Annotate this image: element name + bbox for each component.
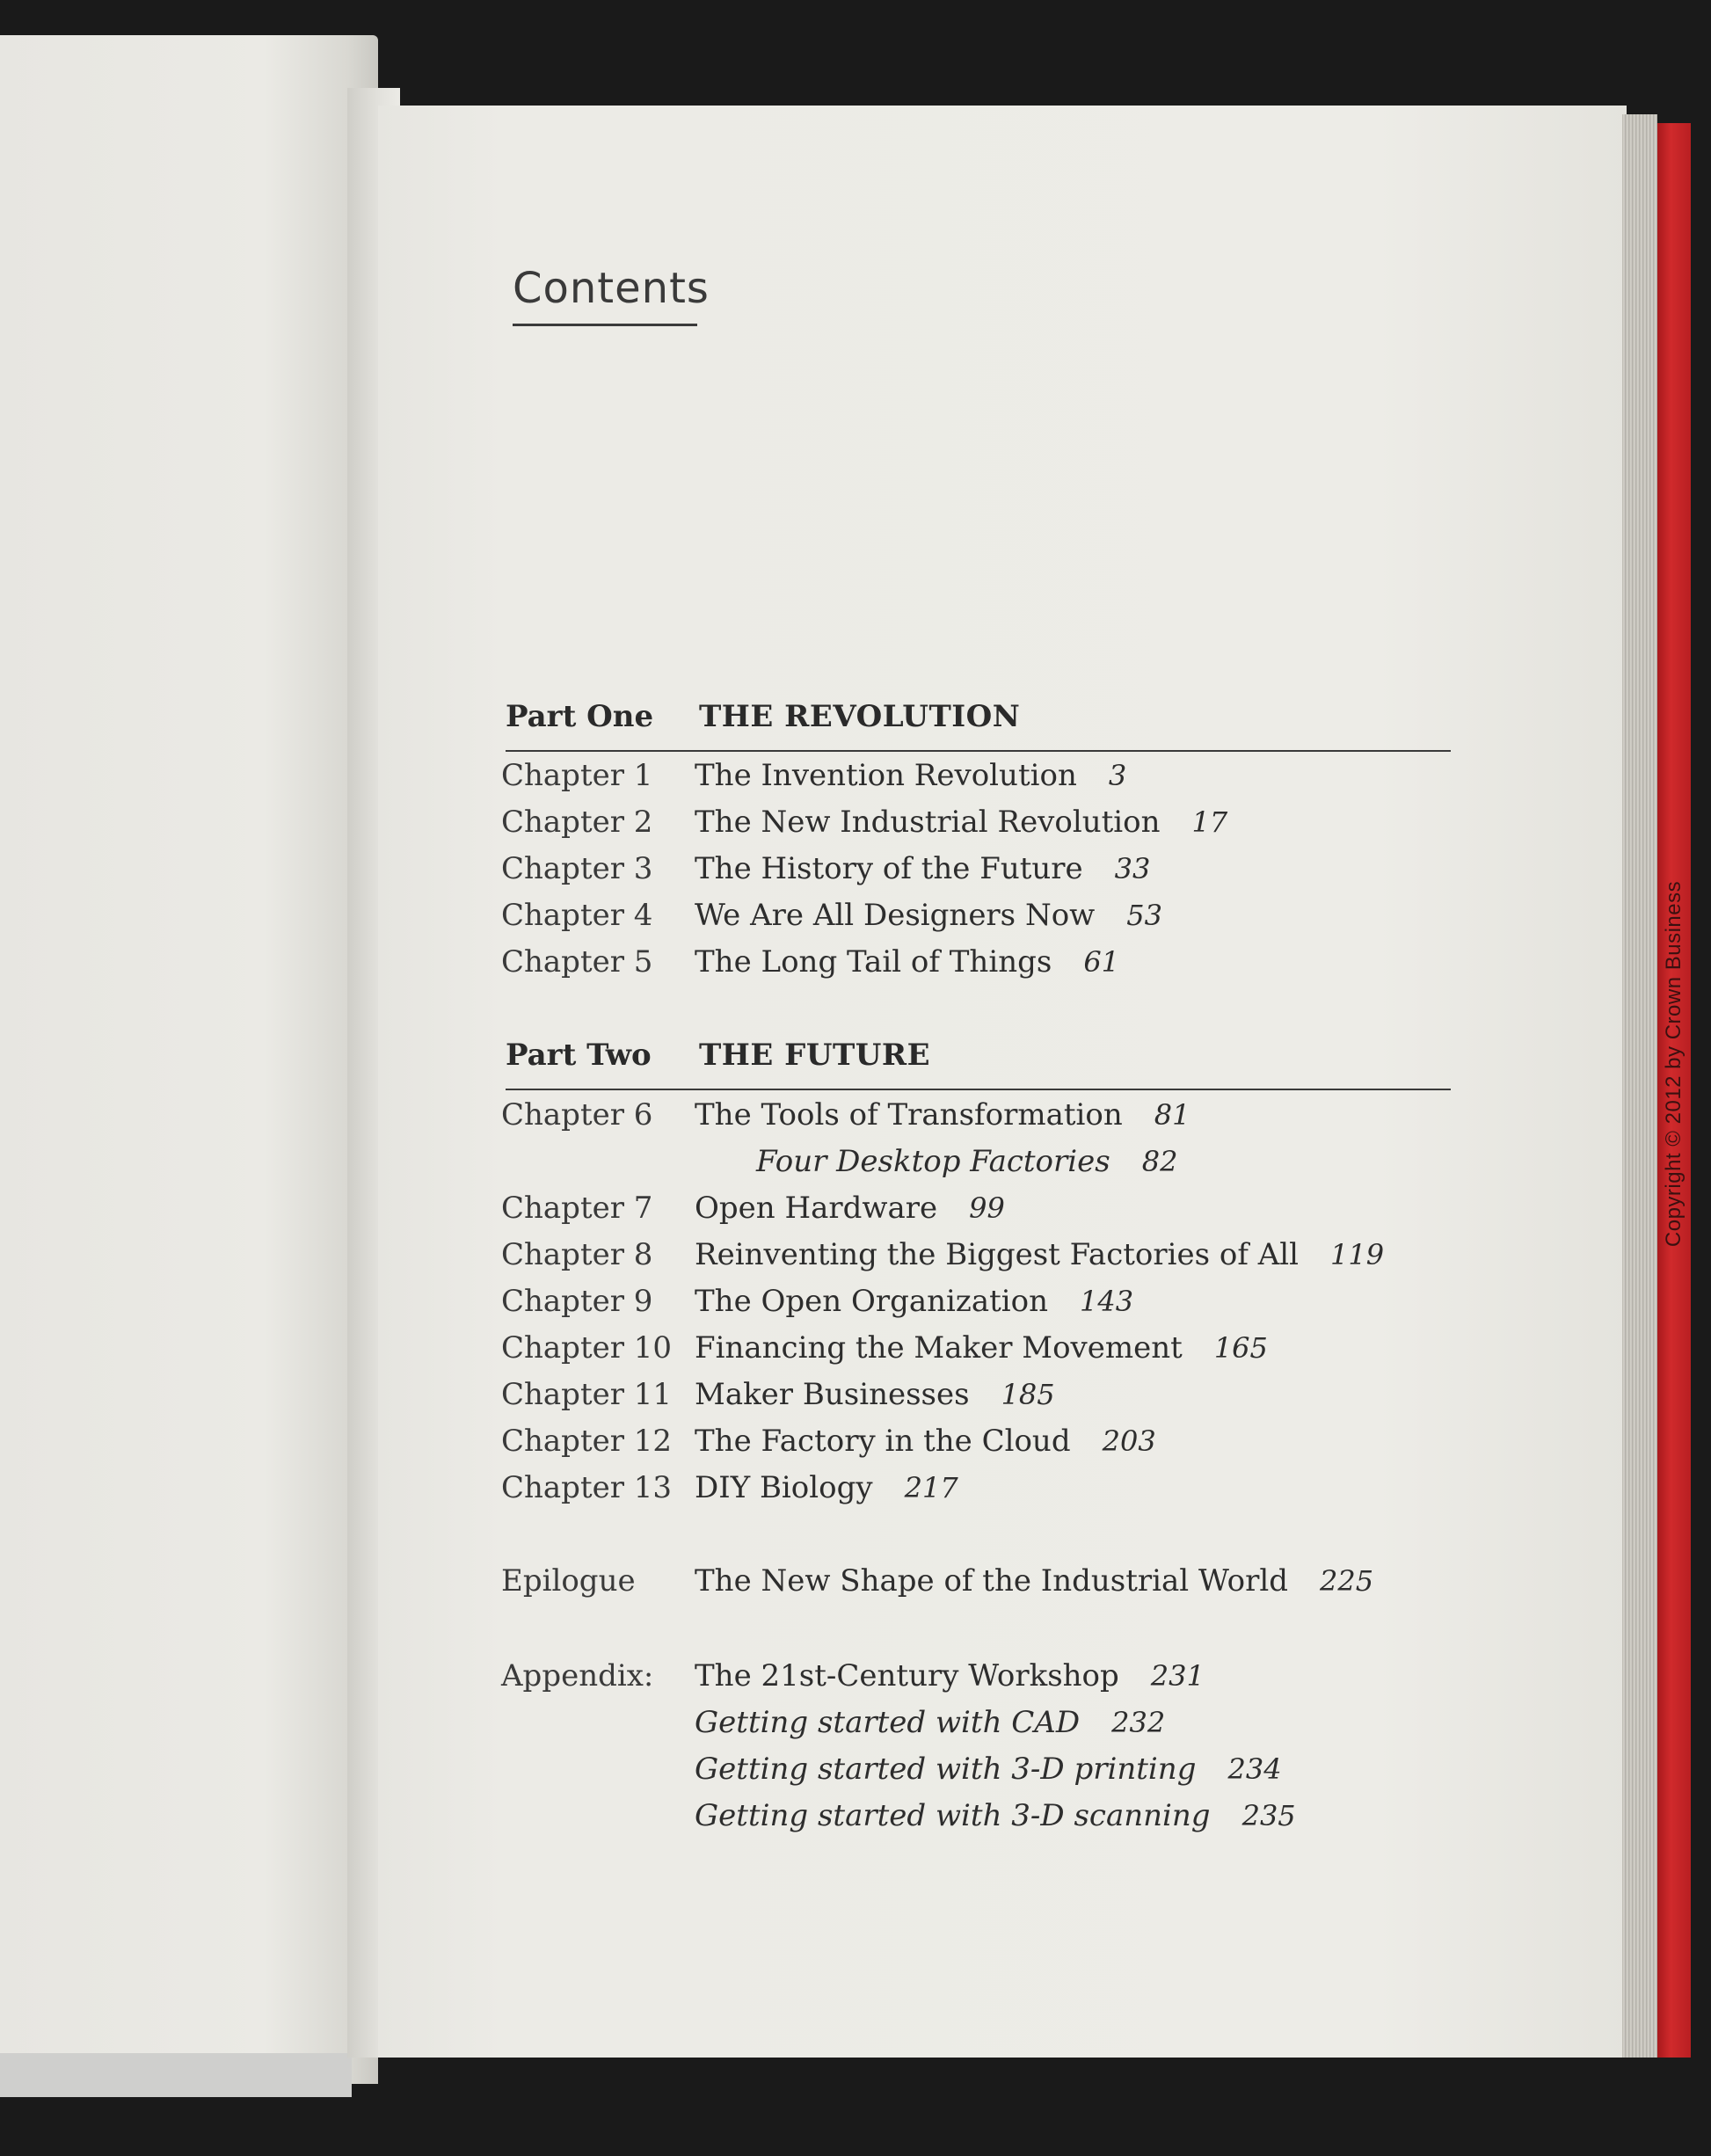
part-title: THE FUTURE xyxy=(699,1038,931,1073)
spine-copyright-text: Copyright © 2012 by Crown Business xyxy=(1662,880,1686,1248)
toc-subentry[interactable] xyxy=(501,1705,1468,1749)
part-divider xyxy=(506,1089,1451,1090)
epilogue-title xyxy=(695,1563,1373,1599)
page-number: 232 xyxy=(1111,1706,1166,1739)
appendix-section-text: Getting started with 3-D scanning xyxy=(695,1798,1211,1833)
page-number: 217 xyxy=(904,1471,958,1504)
chapter-title-text: Financing the Maker Movement xyxy=(695,1330,1183,1366)
toc-subentry[interactable] xyxy=(501,1144,1468,1188)
page-number: 3 xyxy=(1108,759,1127,792)
part-divider xyxy=(506,750,1451,752)
title-underline xyxy=(513,324,697,326)
section-title-text: Four Desktop Factories xyxy=(756,1144,1110,1179)
page-number: 82 xyxy=(1141,1145,1178,1178)
page-number: 99 xyxy=(969,1191,1005,1225)
page-number: 165 xyxy=(1213,1331,1268,1365)
page-number: 81 xyxy=(1154,1098,1190,1132)
chapter-title xyxy=(695,944,1119,980)
chapter-title xyxy=(695,1237,1384,1272)
page-number: 235 xyxy=(1241,1799,1296,1832)
appendix-section-title xyxy=(695,1798,1296,1833)
part-title: THE REVOLUTION xyxy=(699,699,1021,734)
part-two-heading xyxy=(506,1038,1455,1090)
appendix-section-text: Getting started with CAD xyxy=(695,1705,1081,1740)
section-title xyxy=(756,1144,1177,1179)
page-number: 225 xyxy=(1319,1564,1374,1598)
toc-entry-appendix[interactable] xyxy=(501,1658,1468,1702)
page-number: 33 xyxy=(1114,852,1151,885)
appendix-title xyxy=(695,1658,1205,1693)
toc-entry[interactable] xyxy=(501,758,1468,802)
toc-entry[interactable] xyxy=(501,1330,1468,1374)
toc-entry[interactable] xyxy=(501,944,1468,988)
chapter-title-text: We Are All Designers Now xyxy=(695,898,1096,933)
toc-entry[interactable] xyxy=(501,1097,1468,1141)
epilogue-title-text: The New Shape of the Industrial World xyxy=(695,1563,1288,1599)
chapter-label: Chapter 2 xyxy=(501,805,653,840)
chapter-title xyxy=(695,1330,1268,1366)
appendix-title-text: The 21st-Century Workshop xyxy=(695,1658,1119,1693)
part-label: Part Two xyxy=(506,1038,652,1073)
appendix-section-title xyxy=(695,1705,1165,1740)
toc-entry[interactable] xyxy=(501,1424,1468,1468)
chapter-title-text: Reinventing the Biggest Factories of All xyxy=(695,1237,1300,1272)
page-number: 231 xyxy=(1150,1659,1205,1693)
page-title: Contents xyxy=(513,264,710,313)
part-label: Part One xyxy=(506,699,654,734)
chapter-label: Chapter 7 xyxy=(501,1191,653,1226)
chapter-label: Chapter 9 xyxy=(501,1284,653,1319)
chapter-title xyxy=(695,898,1162,933)
page-number: 61 xyxy=(1083,945,1120,979)
page-number: 143 xyxy=(1080,1285,1134,1318)
chapter-title xyxy=(695,805,1227,840)
chapter-title xyxy=(695,851,1150,886)
toc-entry[interactable] xyxy=(501,898,1468,942)
page-number: 53 xyxy=(1126,899,1162,932)
toc-entry[interactable] xyxy=(501,1191,1468,1235)
chapter-title xyxy=(695,1424,1156,1459)
page-number: 234 xyxy=(1227,1752,1282,1786)
toc-subentry[interactable] xyxy=(501,1798,1468,1842)
part-one-heading xyxy=(506,699,1455,752)
chapter-title xyxy=(695,1377,1055,1412)
chapter-label: Chapter 4 xyxy=(501,898,653,933)
page-number: 119 xyxy=(1330,1238,1385,1271)
chapter-title-text: Open Hardware xyxy=(695,1191,938,1226)
chapter-title-text: The History of the Future xyxy=(695,851,1083,886)
appendix-label: Appendix: xyxy=(501,1658,654,1693)
chapter-title-text: The Invention Revolution xyxy=(695,758,1077,793)
chapter-title xyxy=(695,1191,1005,1226)
epilogue-label: Epilogue xyxy=(501,1563,636,1599)
toc-entry[interactable] xyxy=(501,851,1468,895)
toc-subentry[interactable] xyxy=(501,1752,1468,1795)
chapter-title-text: The Factory in the Cloud xyxy=(695,1424,1071,1459)
toc-entry[interactable] xyxy=(501,1237,1468,1281)
toc-entry-epilogue[interactable] xyxy=(501,1563,1468,1607)
page-number: 17 xyxy=(1191,805,1228,839)
chapter-title xyxy=(695,1470,958,1505)
chapter-label: Chapter 8 xyxy=(501,1237,653,1272)
chapter-label: Chapter 10 xyxy=(501,1330,673,1366)
appendix-section-title xyxy=(695,1752,1282,1787)
chapter-title-text: DIY Biology xyxy=(695,1470,873,1505)
chapter-title-text: The New Industrial Revolution xyxy=(695,805,1161,840)
page-number: 203 xyxy=(1102,1424,1156,1458)
appendix-section-text: Getting started with 3-D printing xyxy=(695,1752,1197,1787)
chapter-title-text: The Tools of Transformation xyxy=(695,1097,1123,1133)
chapter-title xyxy=(695,1097,1190,1133)
chapter-label: Chapter 1 xyxy=(501,758,653,793)
chapter-label: Chapter 11 xyxy=(501,1377,673,1412)
chapter-label: Chapter 12 xyxy=(501,1424,673,1459)
chapter-label: Chapter 3 xyxy=(501,851,653,886)
chapter-title-text: The Open Organization xyxy=(695,1284,1048,1319)
page-number: 185 xyxy=(1001,1378,1055,1411)
toc-entry[interactable] xyxy=(501,805,1468,849)
chapter-label: Chapter 5 xyxy=(501,944,653,980)
chapter-title-text: The Long Tail of Things xyxy=(695,944,1052,980)
toc-entry[interactable] xyxy=(501,1470,1468,1514)
toc-entry[interactable] xyxy=(501,1377,1468,1421)
chapter-title-text: Maker Businesses xyxy=(695,1377,970,1412)
chapter-label: Chapter 13 xyxy=(501,1470,673,1505)
chapter-title xyxy=(695,758,1126,793)
chapter-label: Chapter 6 xyxy=(501,1097,653,1133)
chapter-title xyxy=(695,1284,1133,1319)
toc-entry[interactable] xyxy=(501,1284,1468,1328)
